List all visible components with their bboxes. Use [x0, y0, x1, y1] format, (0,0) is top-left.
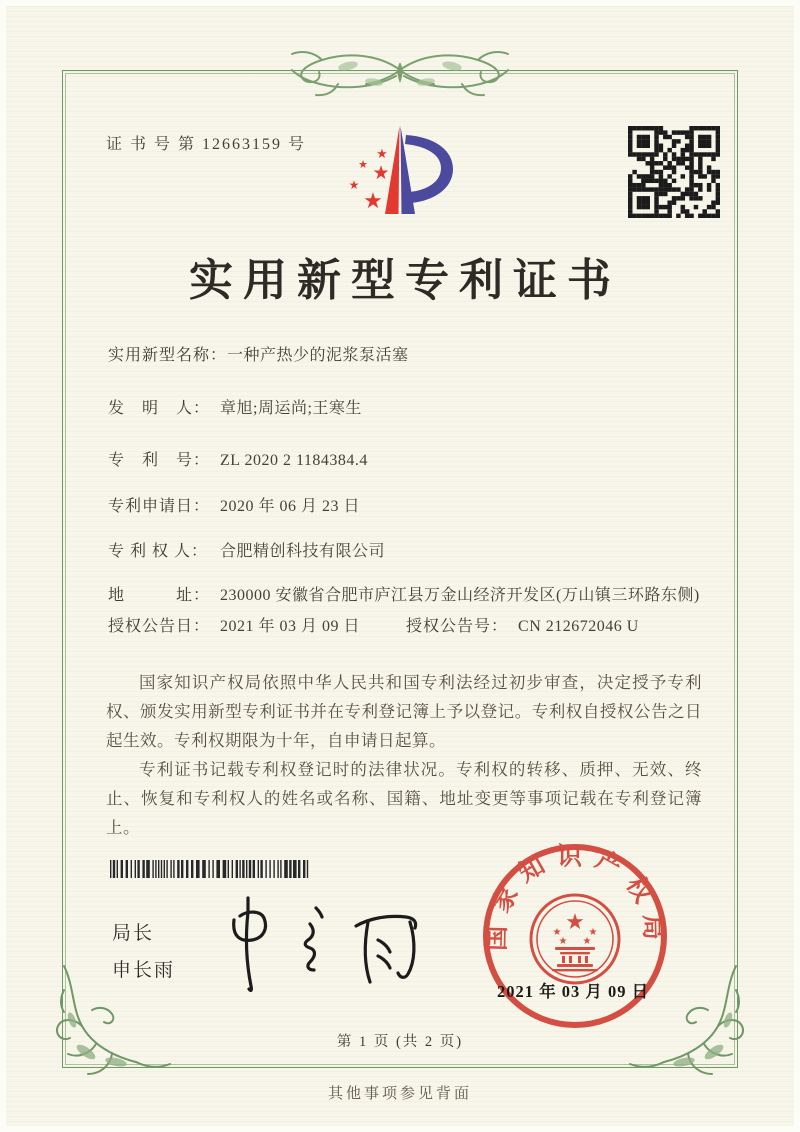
field-value: 一种产热少的泥浆泵活塞: [227, 347, 409, 364]
director-name: 申长雨: [112, 960, 176, 981]
field-label: 专 利 权 人：: [108, 543, 209, 560]
seal-date: 2021 年 03 月 09 日: [496, 982, 650, 1001]
certificate-number: 证 书 号 第 12663159 号: [106, 136, 307, 153]
granting-paragraph: 国家知识产权局依照中华人民共和国专利法经过初步审查，决定授予专利权、颁发实用新型专利证书并在专利登记簿上予以登记。专利权自授权公告之日起生效。专利权期限为十年，自申请日起算。: [106, 673, 702, 750]
svg-text:★: ★: [363, 189, 383, 214]
svg-text:★: ★: [552, 927, 562, 938]
field-row-inventor: [108, 397, 708, 421]
national-emblem-icon: [531, 895, 619, 983]
svg-text:★: ★: [558, 936, 568, 947]
field-value: 章旭;周运尚;王寒生: [220, 400, 362, 417]
field-label: 发 明 人：: [108, 400, 211, 417]
back-note: 其他事项参见背面: [327, 1086, 472, 1102]
qr-code: [628, 126, 720, 218]
field-label: 专利申请日：: [108, 498, 211, 515]
svg-text:★: ★: [582, 936, 592, 947]
top-flourish-ornament: [278, 40, 522, 104]
svg-text:★: ★: [565, 910, 585, 935]
field-value: 2020 年 06 月 23 日: [220, 498, 361, 515]
legal-text-block: [106, 668, 702, 842]
legal-status-paragraph: 专利证书记载专利权登记时的法律状况。专利权的转移、质押、无效、终止、恢复和专利权人的姓名或名称、国籍、地址变更等事项记载在专利登记簿上。: [106, 760, 702, 837]
field-row-address: [108, 584, 708, 608]
field-row-patentee: [108, 540, 708, 564]
field-label: 专 利 号：: [108, 452, 211, 469]
field-value: 2021 年 03 月 09 日: [220, 618, 361, 635]
svg-text:★: ★: [372, 162, 390, 184]
fields-block: [108, 344, 708, 639]
director-title: 局长: [112, 923, 155, 944]
seal-ring-text: 国家知识产权局: [483, 843, 667, 952]
field-row-filing-date: [108, 495, 708, 519]
certificate-title: 实用新型专利证书: [189, 256, 621, 305]
field-row-grant: [108, 615, 708, 639]
field-value: ZL 2020 2 1184384.4: [220, 452, 368, 469]
field-pair-grant-number: [406, 615, 639, 639]
field-label: 授权公告日：: [108, 618, 211, 635]
svg-text:★: ★: [358, 158, 368, 171]
field-value: 合肥精创科技有限公司: [220, 543, 386, 560]
page-indicator: 第 1 页 (共 2 页): [336, 1034, 464, 1050]
svg-text:★: ★: [348, 178, 360, 192]
svg-text:★: ★: [376, 147, 388, 162]
field-label: 地 址：: [108, 587, 211, 604]
official-seal: [478, 843, 672, 1033]
director-signature: [218, 886, 433, 996]
cnipa-logo-icon: [330, 120, 472, 228]
field-row-patent-number: [108, 449, 708, 473]
field-label: 授权公告号：: [406, 618, 509, 635]
svg-text:★: ★: [588, 927, 598, 938]
field-label: 实用新型名称：: [108, 347, 228, 364]
field-value: CN 212672046 U: [518, 618, 639, 635]
field-row-utility-model-name: [108, 344, 708, 368]
barcode: [110, 860, 310, 878]
field-value: 230000 安徽省合肥市庐江县万金山经济开发区(万山镇三环路东侧): [220, 587, 700, 604]
